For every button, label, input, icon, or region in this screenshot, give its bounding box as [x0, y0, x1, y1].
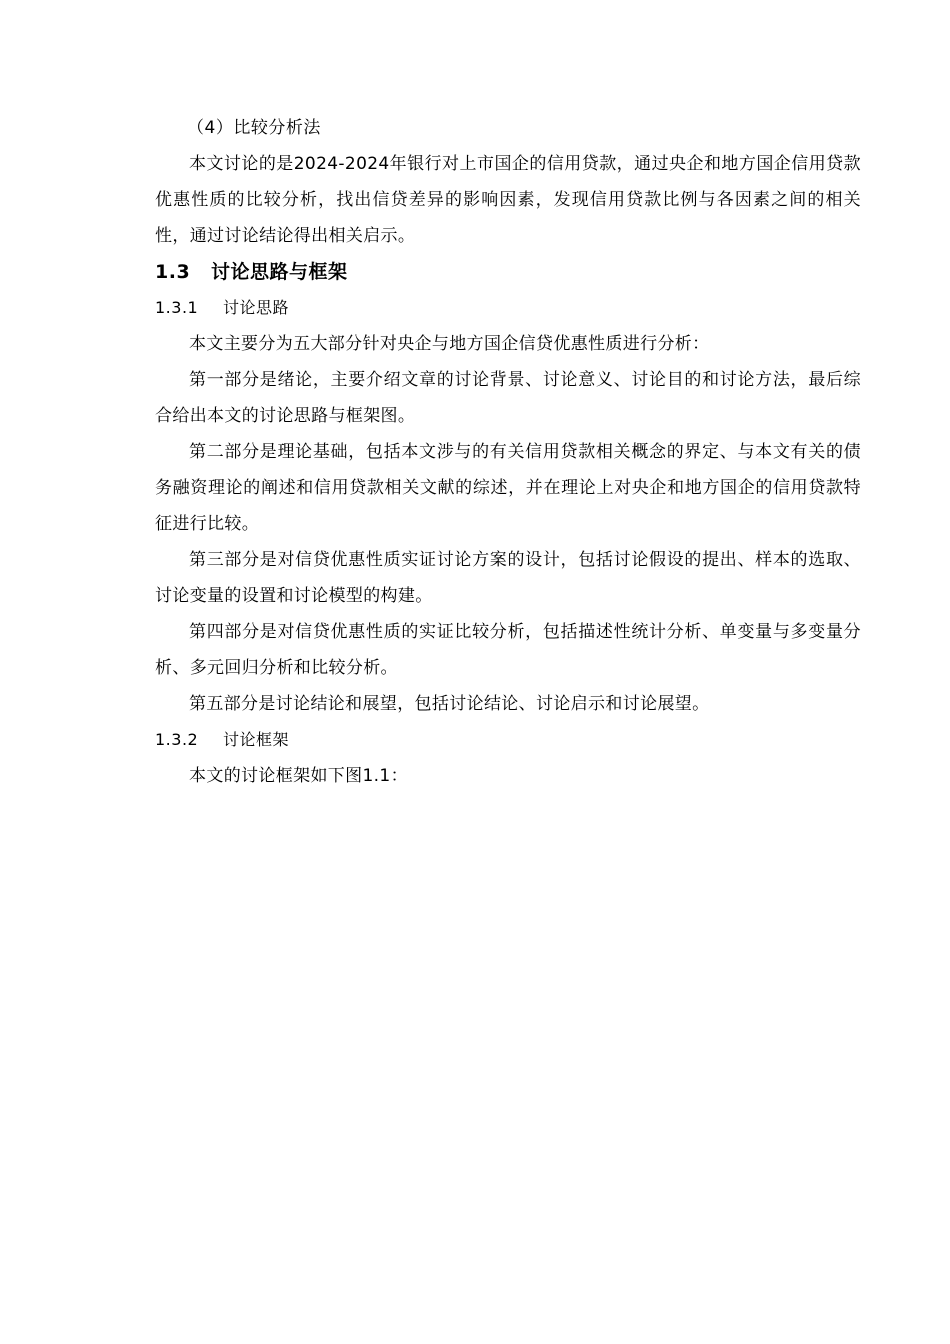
- method-paragraph: 本文讨论的是2024-2024年银行对上市国企的信用贷款，通过央企和地方国企信用贷款优惠性质的比较分析，找出信贷差异的影响因素，发现信用贷款比例与各因素之间的相关性，通过讨论结论得出相关启示。: [155, 154, 861, 246]
- method-item-heading: （4）比较分析法: [187, 118, 321, 138]
- framework-intro-paragraph: 本文的讨论框架如下图1.1：: [189, 766, 408, 786]
- section-heading-1-3: [155, 254, 861, 290]
- subsection-heading-1-3-2: [155, 722, 861, 758]
- section-title: 讨论思路与框架: [211, 261, 348, 283]
- subsection-heading-1-3-1: [155, 290, 861, 326]
- part-four-paragraph: 第四部分是对信贷优惠性质的实证比较分析，包括描述性统计分析、单变量与多变量分析、多元回归分析和比较分析。: [155, 622, 861, 678]
- part-two-paragraph: 第二部分是理论基础，包括本文涉与的有关信用贷款相关概念的界定、与本文有关的债务融资理论的阐述和信用贷款相关文献的综述，并在理论上对央企和地方国企的信用贷款特征进行比较。: [155, 442, 861, 534]
- part-three-paragraph: 第三部分是对信贷优惠性质实证讨论方案的设计，包括讨论假设的提出、样本的选取、讨论变量的设置和讨论模型的构建。: [155, 550, 861, 606]
- part-five-paragraph: 第五部分是讨论结论和展望，包括讨论结论、讨论启示和讨论展望。: [189, 694, 710, 714]
- part-one-paragraph: 第一部分是绪论，主要介绍文章的讨论背景、讨论意义、讨论目的和讨论方法，最后综合给出本文的讨论思路与框架图。: [155, 370, 861, 426]
- subsection-title: 讨论思路: [223, 298, 290, 317]
- ideas-intro-paragraph: 本文主要分为五大部分针对央企与地方国企信贷优惠性质进行分析：: [189, 334, 710, 354]
- subsection-number: 1.3.1: [155, 298, 199, 317]
- document-body: [155, 110, 861, 794]
- section-number: 1.3: [155, 261, 191, 283]
- subsection-number: 1.3.2: [155, 730, 199, 749]
- subsection-title: 讨论框架: [223, 730, 290, 749]
